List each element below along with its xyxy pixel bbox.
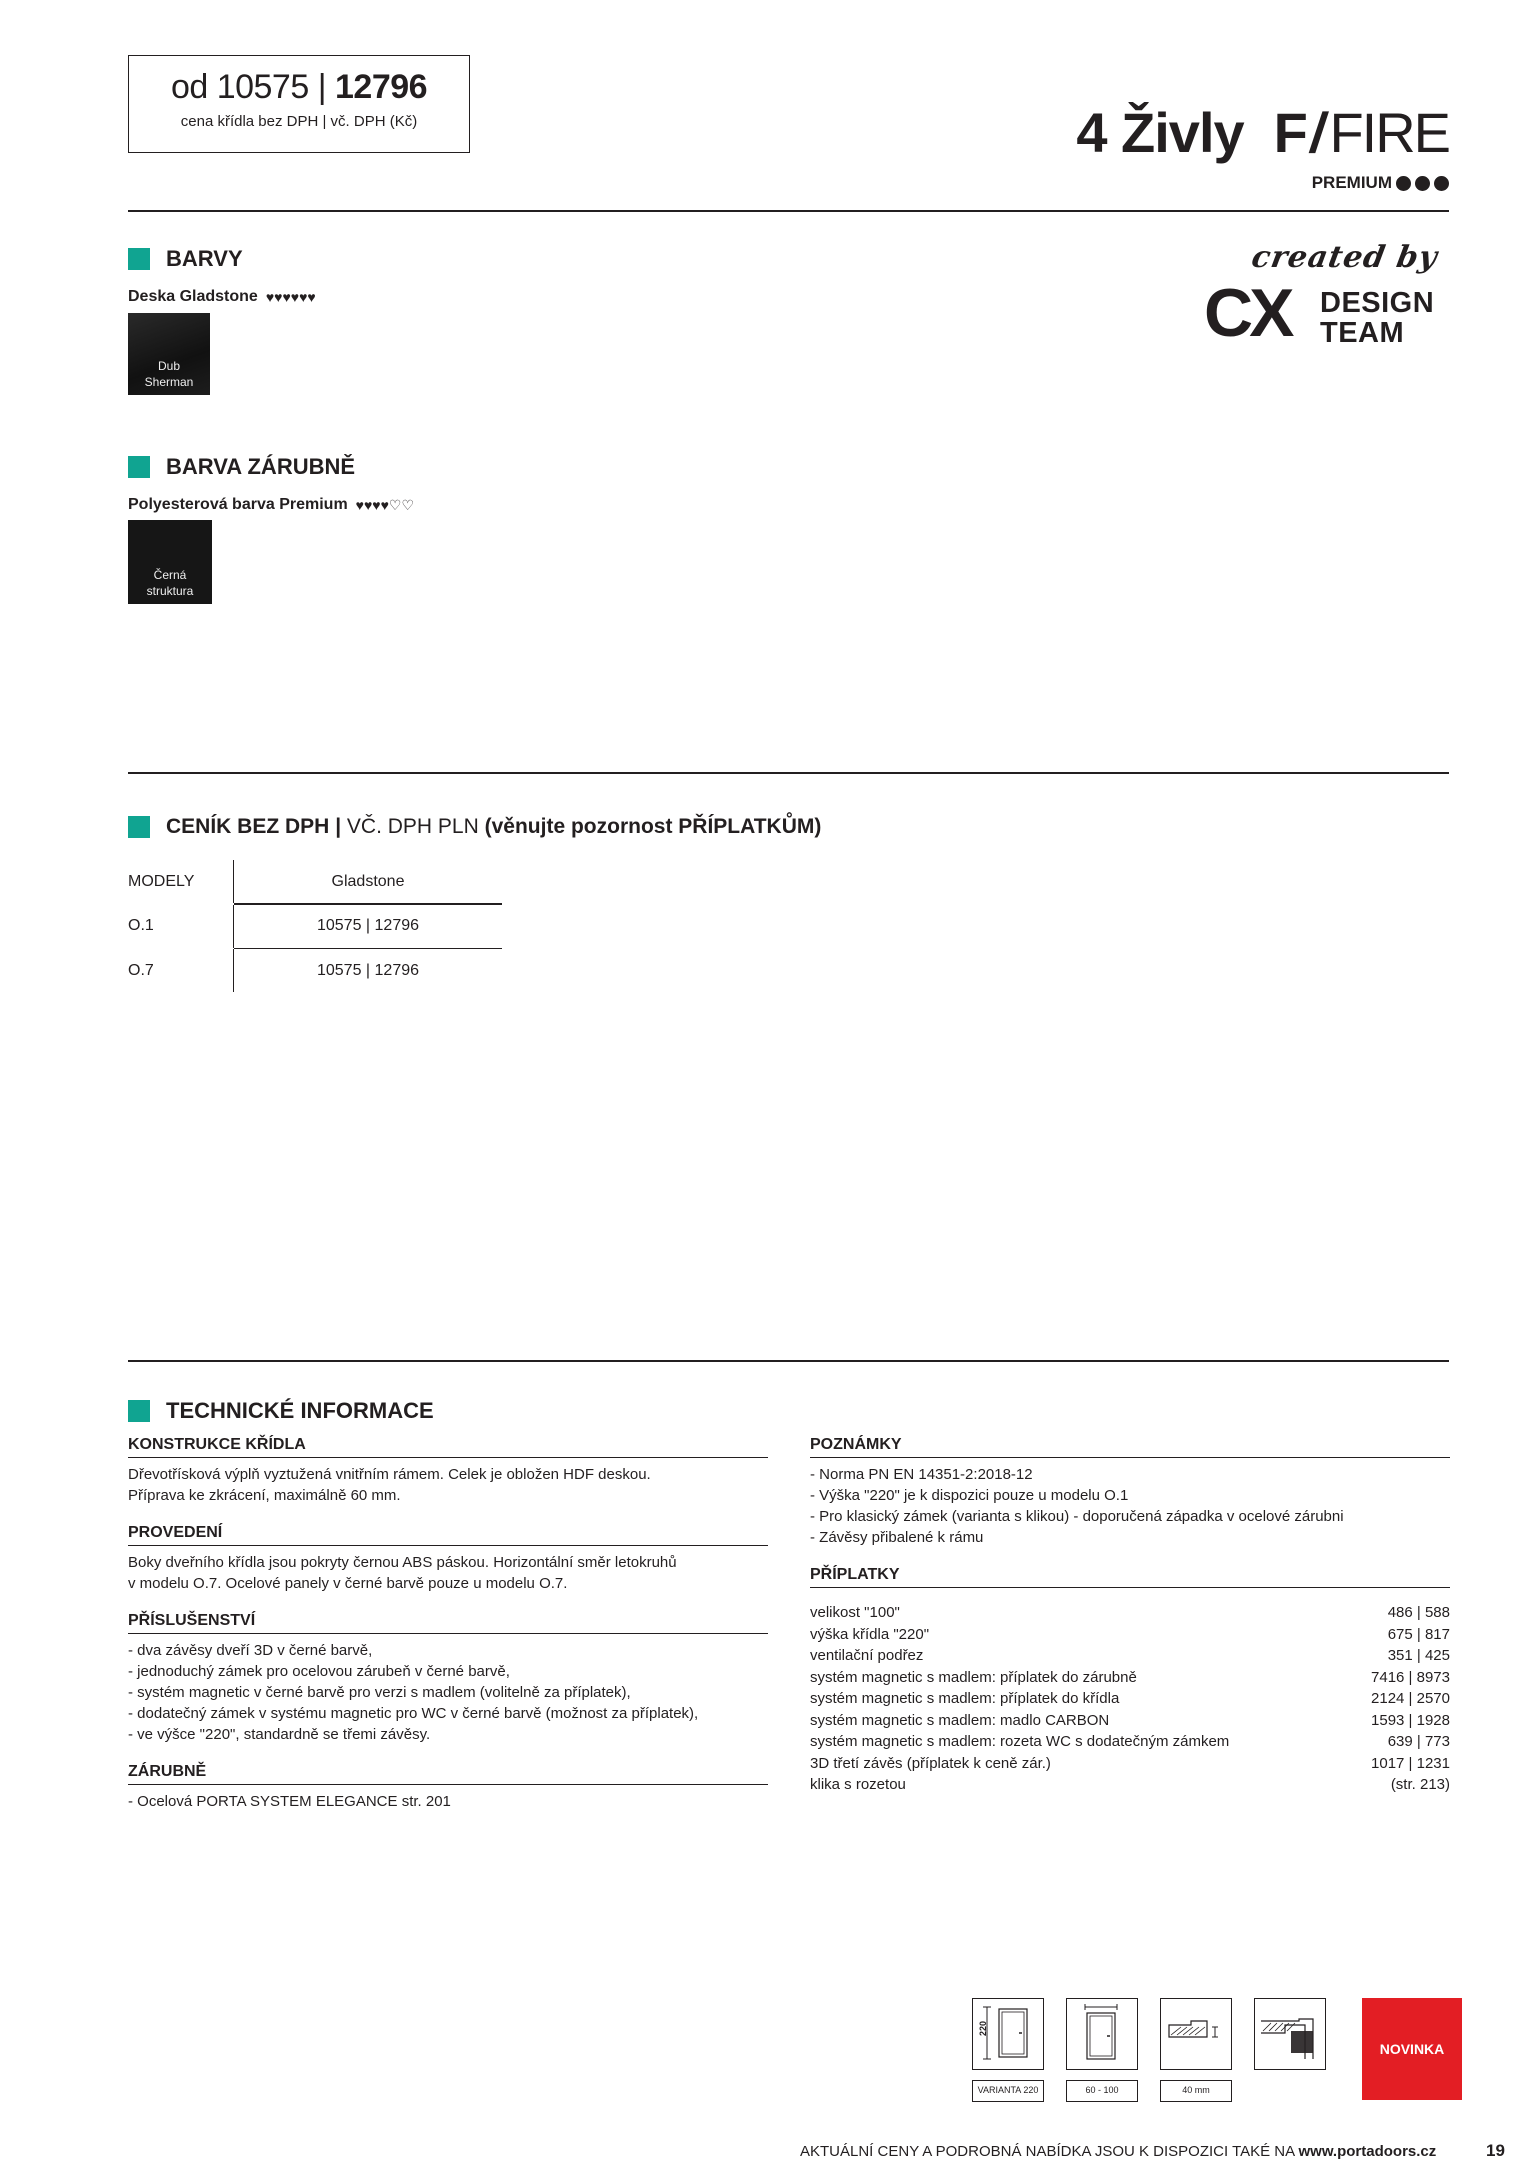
priplatky-heading: PŘÍPLATKY xyxy=(810,1566,1450,1588)
width-label: 60 - 100 xyxy=(1066,2080,1138,2102)
surcharge-name: systém magnetic s madlem: rozeta WC s dodatečným zámkem xyxy=(810,1733,1230,1750)
door-thickness-icon xyxy=(1160,1998,1232,2070)
color-swatch[interactable] xyxy=(128,313,210,395)
table-row xyxy=(128,949,502,992)
section-cenik xyxy=(128,815,821,839)
section-title: BARVY xyxy=(166,246,243,271)
door-thickness-svg xyxy=(1161,1999,1230,2068)
list-item xyxy=(810,1731,1450,1753)
design-text: DESIGN xyxy=(1320,287,1435,319)
table-row xyxy=(128,905,502,948)
section-title: TECHNICKÉ INFORMACE xyxy=(166,1398,434,1423)
divider xyxy=(128,772,1449,774)
door-width-svg xyxy=(1067,1999,1136,2068)
surcharge-name: systém magnetic s madlem: madlo CARBON xyxy=(810,1711,1110,1729)
door-width-icon xyxy=(1066,1998,1138,2070)
zarubne-heading: ZÁRUBNĚ xyxy=(128,1763,768,1785)
variant-label: VARIANTA 220 xyxy=(972,2080,1044,2102)
premium-label: PREMIUM xyxy=(1311,173,1392,192)
swatch-label: struktura xyxy=(146,584,194,598)
price-table xyxy=(128,860,502,992)
list-item xyxy=(810,1753,1450,1775)
model-cell: O.7 xyxy=(128,949,234,992)
swatch-label: Sherman xyxy=(144,375,194,389)
surcharge-price: 1593 | 1928 xyxy=(1371,1711,1450,1729)
section-title: BARVA ZÁRUBNĚ xyxy=(166,454,356,479)
thickness-label: 40 mm xyxy=(1160,2080,1232,2102)
rating-hearts-icon: ♥♥♥♥♥♥ xyxy=(265,289,316,305)
poznamky-heading: POZNÁMKY xyxy=(810,1436,1450,1458)
table-header xyxy=(128,860,502,903)
list-item: - dva závěsy dveří 3D v černé barvě, xyxy=(128,1642,373,1659)
rating-hearts-icon: ♥♥♥♥♡♡ xyxy=(355,496,415,513)
premium-badge xyxy=(1312,173,1449,193)
list-item: - Závěsy přibalené k rámu xyxy=(810,1529,984,1546)
surcharge-price: 486 | 588 xyxy=(1387,1604,1450,1621)
cenik-separator: | xyxy=(329,815,347,838)
text-line: Příprava ke zkrácení, maximálně 60 mm. xyxy=(128,1487,401,1504)
section-technicke-informace xyxy=(128,1398,434,1424)
list-item xyxy=(810,1774,1450,1796)
model-cell: O.1 xyxy=(128,905,234,948)
list-item xyxy=(810,1624,1450,1646)
text-line: Dřevotřísková výplň vyztužená vnitřním rámem. Celek je obložen HDF deskou. xyxy=(128,1466,651,1483)
divider xyxy=(128,210,1449,212)
list-item xyxy=(810,1688,1450,1710)
team-text: TEAM xyxy=(1320,317,1405,349)
provedeni-heading: PROVEDENÍ xyxy=(128,1524,768,1546)
barvy-subtitle xyxy=(128,288,316,306)
section-marker-icon xyxy=(128,248,150,270)
zarubne-text: - Ocelová PORTA SYSTEM ELEGANCE str. 201 xyxy=(128,1793,451,1810)
list-item: - ve výšce "220", standardně se třemi závěsy. xyxy=(128,1726,431,1743)
product-title xyxy=(1076,100,1449,165)
surcharge-name: výška křídla "220" xyxy=(810,1625,930,1643)
surcharge-price: 675 | 817 xyxy=(1387,1625,1450,1643)
novinka-badge: NOVINKA xyxy=(1362,1998,1462,2100)
surcharge-price: 351 | 425 xyxy=(1387,1647,1450,1664)
poznamky-list xyxy=(810,1464,1450,1548)
cenik-title: CENÍK BEZ DPH xyxy=(166,815,330,838)
surcharge-name: ventilační podřez xyxy=(810,1647,924,1664)
section-barvy xyxy=(128,246,243,272)
tech-left-column xyxy=(128,1436,768,1812)
price-cell: 10575 | 12796 xyxy=(316,917,420,934)
height-label: 220 xyxy=(978,2020,988,2036)
surcharge-price: 639 | 773 xyxy=(1387,1733,1450,1750)
surcharge-price: 2124 | 2570 xyxy=(1371,1690,1450,1707)
door-frame-svg xyxy=(1255,1999,1324,2068)
zarubne-subtitle xyxy=(128,496,414,514)
col-header-models: MODELY xyxy=(128,860,234,903)
premium-dot-icon xyxy=(1415,176,1430,191)
swatch-label: Dub xyxy=(157,359,180,373)
surcharge-name: systém magnetic s madlem: příplatek do zárubně xyxy=(810,1668,1137,1686)
list-item: - jednoduchý zámek pro ocelovou zárubeň v černé barvě, xyxy=(128,1663,510,1680)
cx-design-team-logo xyxy=(1204,240,1449,350)
section-marker-icon xyxy=(128,1400,150,1422)
price-cell: 10575 | 12796 xyxy=(316,961,420,979)
text-line: Boky dveřního křídla jsou pokryty černou ABS páskou. Horizontální směr letokruhů xyxy=(128,1554,677,1571)
price-note: cena křídla bez DPH | vč. DPH (Kč) xyxy=(180,113,418,130)
list-item xyxy=(810,1710,1450,1732)
list-item: - Pro klasický zámek (varianta s klikou) - doporučená západka v ocelové zárubni xyxy=(810,1508,1344,1525)
footer-note: AKTUÁLNÍ CENY A PODROBNÁ NABÍDKA JSOU K DISPOZICI TAKÉ NA xyxy=(800,2143,1299,2160)
surcharge-name: velikost "100" xyxy=(810,1604,900,1621)
divider xyxy=(128,1360,1449,1362)
prislusenstvi-list xyxy=(128,1640,768,1745)
title-f: F xyxy=(1273,101,1307,164)
surcharge-price: 1017 | 1231 xyxy=(1371,1754,1450,1772)
list-item: - Norma PN EN 14351-2:2018-12 xyxy=(810,1466,1033,1483)
provedeni-text xyxy=(128,1552,768,1594)
title-slash: / xyxy=(1306,101,1330,164)
price-from: od 10575 xyxy=(170,68,309,106)
page-number: 19 xyxy=(1486,2141,1505,2160)
price-box xyxy=(128,55,470,153)
section-marker-icon xyxy=(128,816,150,838)
premium-dot-icon xyxy=(1396,176,1411,191)
section-barva-zarubne xyxy=(128,454,355,480)
list-item xyxy=(810,1602,1450,1624)
finish-name: Deska Gladstone xyxy=(128,288,258,305)
title-name: 4 Živly xyxy=(1076,101,1244,164)
cx-text: CX xyxy=(1204,275,1291,351)
konstrukce-text xyxy=(128,1464,768,1506)
list-item xyxy=(810,1645,1450,1667)
surcharge-price: (str. 213) xyxy=(1390,1776,1450,1793)
price-vat: 12796 xyxy=(335,68,428,106)
konstrukce-heading: KONSTRUKCE KŘÍDLA xyxy=(128,1436,768,1458)
prislusenstvi-heading: PŘÍSLUŠENSTVÍ xyxy=(128,1612,768,1634)
tech-right-column xyxy=(810,1436,1450,1796)
list-item: - Výška "220" je k dispozici pouze u modelu O.1 xyxy=(810,1487,1129,1504)
footer-link[interactable]: www.portadoors.cz xyxy=(1298,2143,1437,2160)
list-item xyxy=(810,1667,1450,1689)
col-header-gladstone: Gladstone xyxy=(331,872,405,890)
finish-name: Polyesterová barva Premium xyxy=(128,496,348,513)
price-line xyxy=(129,68,469,107)
created-by-text: created by xyxy=(1248,240,1441,275)
swatch-label: Černá xyxy=(153,568,187,582)
list-item: - systém magnetic v černé barvě pro verzi s madlem (volitelně za příplatek), xyxy=(128,1684,631,1701)
text-line: v modelu O.7. Ocelové panely v černé barvě pouze u modelu O.7. xyxy=(128,1575,568,1592)
price-separator: | xyxy=(317,68,327,106)
cenik-vat: VČ. DPH PLN xyxy=(346,815,485,838)
door-frame-icon xyxy=(1254,1998,1326,2070)
footer-text xyxy=(800,2143,1436,2160)
cenik-note: (věnujte pozornost PŘÍPLATKŮM) xyxy=(484,815,822,838)
section-marker-icon xyxy=(128,456,150,478)
title-fire: FIRE xyxy=(1329,101,1449,164)
list-item: - dodatečný zámek v systému magnetic pro WC v černé barvě (možnost za příplatek), xyxy=(128,1705,699,1722)
surcharge-name: systém magnetic s madlem: příplatek do křídla xyxy=(810,1690,1120,1707)
surcharge-name: 3D třetí závěs (příplatek k ceně zár.) xyxy=(810,1754,1051,1772)
surcharge-name: klika s rozetou xyxy=(810,1776,906,1793)
surcharge-price: 7416 | 8973 xyxy=(1371,1668,1450,1686)
priplatky-list xyxy=(810,1602,1450,1796)
color-swatch[interactable] xyxy=(128,520,212,604)
premium-dot-icon xyxy=(1434,176,1449,191)
